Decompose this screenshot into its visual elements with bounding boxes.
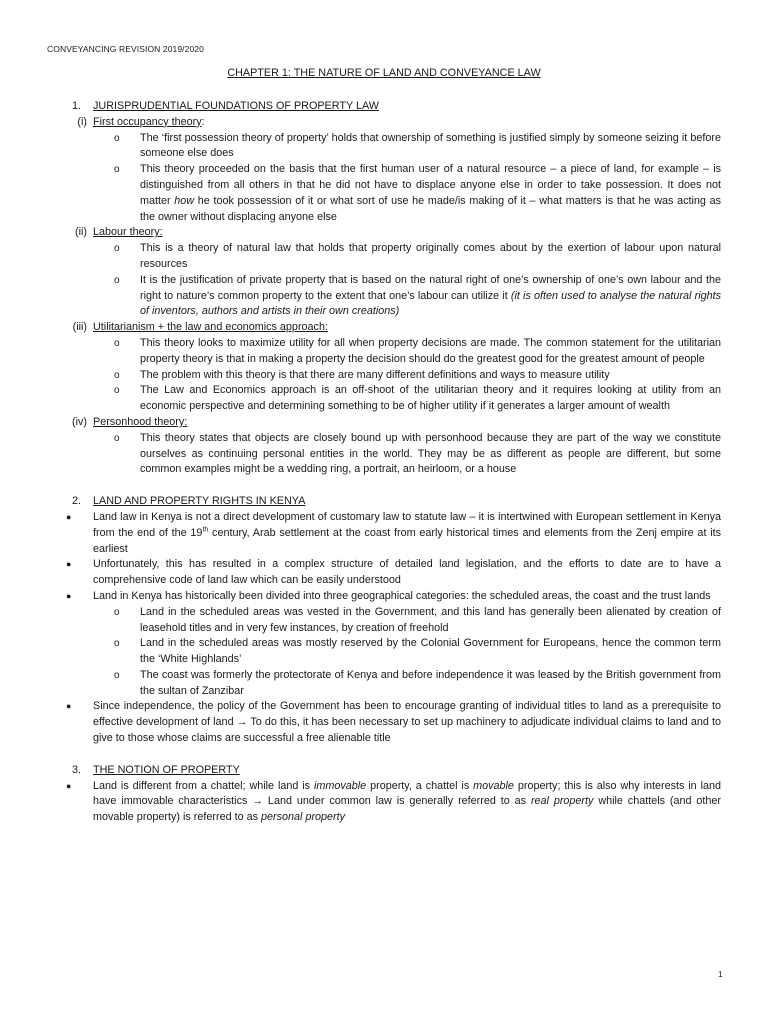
filled-bullet-icon: ●: [66, 590, 72, 601]
emphasis-text: (it is often used to analyse the natural rights of inventors, authors and artists in their own creations): [140, 289, 721, 318]
list-item-text: he took possession of it or what sort of use he made/is making of it – what matters is that he was acting as the owner without displacing anyone else: [140, 194, 721, 223]
list-item: [114, 273, 721, 320]
subsection-heading: [0, 415, 768, 431]
list-item: [66, 589, 721, 605]
section-number: 3.: [72, 763, 82, 776]
subsection-number: (ii): [75, 226, 87, 239]
list-item: [114, 368, 721, 384]
list-item-text: Land in the scheduled areas was vested in the Government, and this land has generally been alienated by creation of leasehold titles and in very few instances, by creation of freehold: [140, 605, 721, 634]
list-item: [114, 162, 721, 225]
emphasis-text: movable: [473, 779, 514, 792]
spacer: [0, 478, 768, 494]
list-item-text: Land law in Kenya is not a direct development of customary law to statute law – it is intertwined with European settlement in Kenya from the end of the 19: [93, 510, 721, 539]
circle-bullet-icon: o: [114, 164, 120, 176]
circle-bullet-icon: o: [114, 606, 120, 618]
section-number: 1.: [72, 100, 82, 112]
circle-bullet-icon: o: [114, 669, 120, 681]
list-item-text: This theory proceeded on the basis that the first human user of a natural resource – a piece of land, for example – is distinguished from all others in that he did not have to displace anyone else in order to take possession. It does not matter: [140, 163, 721, 207]
section-number: 2.: [72, 495, 82, 508]
list-item: [66, 557, 721, 589]
circle-bullet-icon: o: [114, 243, 120, 255]
section-heading: [0, 763, 768, 779]
filled-bullet-icon: ●: [66, 511, 72, 522]
list-item-text: The ‘first possession theory of property’ holds that ownership of something is justified simply by someone seizing it before someone else does: [140, 131, 721, 160]
subsection-number: (i): [77, 115, 87, 128]
list-item: [114, 241, 721, 273]
list-item-text: Land is different from a chattel; while land is: [93, 779, 314, 792]
list-item: [66, 779, 721, 826]
list-item-text: This theory states that objects are closely bound up with personhood because they are part of the way we constitute ourselves as continuing personal entities in the world. They may be as different as people are different, but some common examples might be a wedding ring, a portrait, an heirloom, or a house: [140, 431, 721, 476]
subsection-heading: [0, 225, 768, 241]
list-item-text: The problem with this theory is that there are many different definitions and ways to measure utility: [140, 368, 610, 381]
section-title: LAND AND PROPERTY RIGHTS IN KENYA: [93, 495, 306, 508]
list-item-text: This is a theory of natural law that holds that property originally comes about by the exertion of labour upon natural resources: [140, 242, 721, 270]
list-item-text: It is the justification of private property that is based on the natural right of one’s ownership of one’s own labour and the right to nature’s common property to the extent that one’s labour can utilize it: [140, 273, 721, 302]
list-item: [114, 605, 721, 637]
list-item-text: property, a chattel is: [366, 779, 474, 792]
section-title: JURISPRUDENTIAL FOUNDATIONS OF PROPERTY LAW: [93, 100, 379, 112]
chapter-title: CHAPTER 1: THE NATURE OF LAND AND CONVEYANCE LAW: [227, 67, 541, 79]
section-heading: [0, 494, 768, 510]
subsection-number: (iii): [72, 321, 87, 334]
list-item: [114, 131, 721, 163]
list-item-text: Land in the scheduled areas was mostly reserved by the Colonial Government for Europeans, hence the common term the ‘White Highlands’: [140, 637, 721, 666]
list-item: [114, 636, 721, 668]
list-item-text: century, Arab settlement at the coast from early historical times and elements from the Zenj empire at its earliest: [93, 526, 721, 555]
emphasis-text: immovable: [313, 779, 367, 792]
section-title: THE NOTION OF PROPERTY: [93, 763, 240, 776]
list-item: [114, 668, 721, 700]
circle-bullet-icon: o: [114, 385, 120, 397]
spacer: [0, 747, 768, 763]
subsection-title: Utilitarianism + the law and economics approach:: [93, 321, 328, 334]
filled-bullet-icon: ●: [66, 559, 72, 570]
circle-bullet-icon: o: [114, 638, 120, 650]
list-item: [114, 431, 721, 478]
circle-bullet-icon: o: [114, 369, 120, 381]
subsection-title: Labour theory:: [93, 226, 163, 239]
filled-bullet-icon: ●: [66, 780, 72, 791]
circle-bullet-icon: o: [114, 132, 120, 144]
list-item-text: while chattels (and other movable property) is referred to as: [93, 795, 721, 824]
subsection-heading: [0, 320, 768, 336]
page-number: 1: [718, 969, 723, 979]
filled-bullet-icon: ●: [66, 701, 72, 712]
subsection-title-text: First occupancy theory: [93, 115, 202, 128]
superscript-text: th: [202, 526, 209, 534]
list-item: [66, 510, 721, 557]
emphasis-text: how: [174, 194, 195, 207]
emphasis-text: personal property: [261, 811, 346, 824]
list-item-text: The coast was formerly the protectorate of Kenya and before independence it was leased by the British government from the sultan of Zanzibar: [140, 668, 721, 697]
emphasis-text: real property: [530, 795, 594, 808]
list-item-text: This theory looks to maximize utility for all when property decisions are made. The common statement for the utilitarian property theory is that in making a property the decision should do the greatest good for the greatest amount of people: [140, 336, 721, 365]
list-item: [114, 383, 721, 415]
list-item-text: Since independence, the policy of the Government has been to encourage granting of individual titles to land as a prerequisite to effective development of land → To do this, it has been necessary to set up machinery to adjudicate individual claims to land and to give to those whose claims are successful a free alienable title: [93, 700, 721, 745]
document-body: [0, 99, 768, 826]
circle-bullet-icon: o: [114, 274, 120, 286]
circle-bullet-icon: o: [114, 432, 120, 444]
section-heading: [0, 99, 768, 115]
subsection-title: [93, 115, 768, 131]
subsection-heading: [0, 115, 768, 131]
list-item-text: Land in Kenya has historically been divided into three geographical categories: the scheduled areas, the coast and the trust lands: [93, 589, 711, 602]
list-item-text: Unfortunately, this has resulted in a complex structure of detailed land legislation, and the efforts to date are to have a comprehensive code of land law which can be easily understood: [93, 558, 721, 587]
subsection-title: Personhood theory:: [93, 415, 188, 428]
running-header: CONVEYANCING REVISION 2019/2020: [47, 44, 204, 54]
subsection-number: (iv): [72, 415, 87, 428]
list-item-text: property; this is also why interests in land have immovable characteristics → Land under common law is generally referred to as: [93, 779, 721, 808]
list-item-text: The Law and Economics approach is an off-shoot of the utilitarian theory and it requires looking at utility from an economic perspective and determining something to be of higher utility if it generates a larger amount of wealth: [140, 384, 721, 413]
subsection-title-colon: :: [201, 115, 205, 128]
list-item: [66, 699, 721, 746]
list-item: [114, 336, 721, 368]
circle-bullet-icon: o: [114, 337, 120, 349]
